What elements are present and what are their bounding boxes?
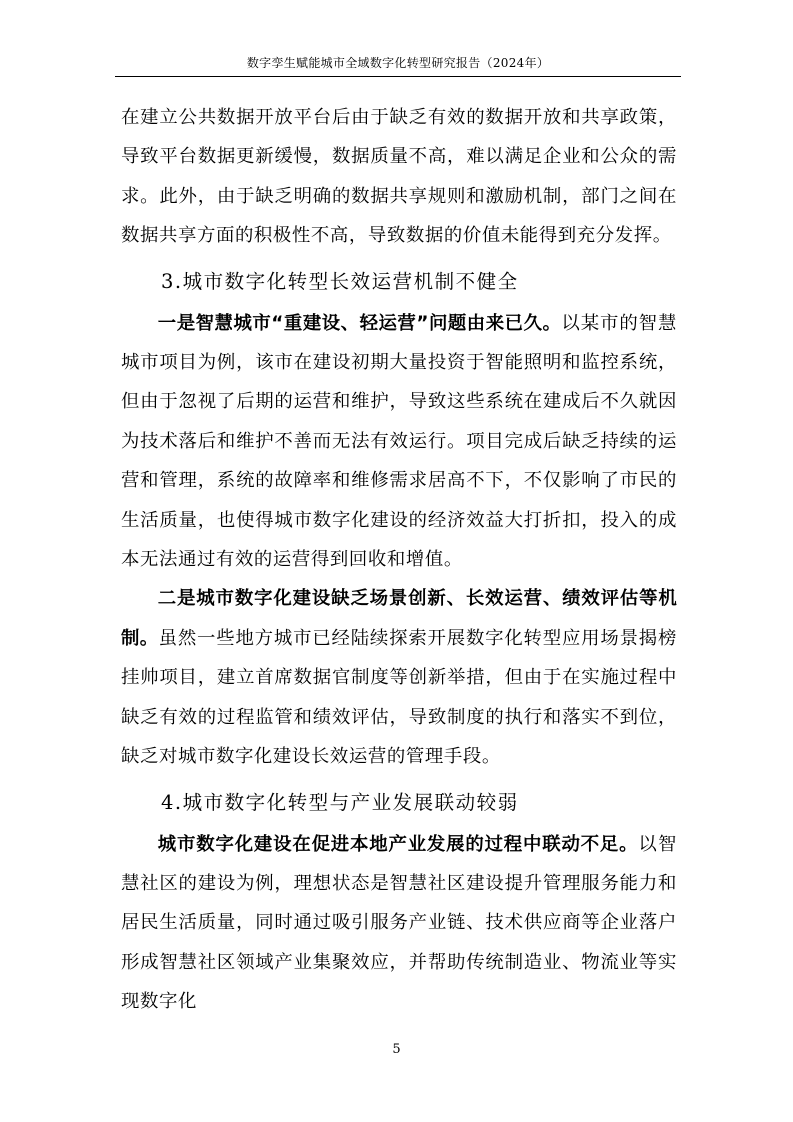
paragraph-continued: 在建立公共数据开放平台后由于缺乏有效的数据开放和共享政策，导致平台数据更新缓慢，数据质量不高，难以满足企业和公众的需求。此外，由于缺乏明确的数据共享规则和激励机制，部门之间在数据共享方面的积极性不高，导致数据的价值未能得到充分发挥。	[121, 107, 677, 247]
paragraph-text: 以某市的智慧城市项目为例，该市在建设初期大量投资于智能照明和监控系统，但由于忽视了后期的运营和维护，导致这些系统在建成后不久就因为技术落后和维护不善而无法有效运行。项目完成后缺乏持续的运营和管理，系统的故障率和维修需求居高不下，不仅影响了市民的生活质量，也使得城市数字化建设的经济效益大打折扣，投入的成本无法通过有效的运营得到回收和增值。	[121, 312, 677, 571]
paragraph-industry	[121, 825, 677, 1022]
paragraph-text: 虽然一些地方城市已经陆续探索开展数字化转型应用场景揭榜挂帅项目，建立首席数据官制度等创新举措，但由于在实施过程中缺乏有效的过程监管和绩效评估，导致制度的执行和落实不到位，缺乏对城市数字化建设长效运营的管理手段。	[121, 627, 678, 768]
page-body	[121, 98, 677, 1022]
running-header: 数字孪生赋能城市全域数字化转型研究报告（2024年）	[246, 56, 550, 70]
paragraph-mechanisms	[121, 579, 677, 776]
paragraph-lead-bold: 二是城市数字化建设缺乏场景创新、长效运营、绩效评估等机制。	[121, 588, 677, 649]
header-divider	[115, 76, 681, 77]
paragraph-lead-bold: 城市数字化建设在促进本地产业发展的过程中联动不足。	[157, 833, 639, 855]
page-number: 5	[392, 1042, 401, 1057]
paragraph-operations	[121, 304, 677, 580]
section-heading-3: 3.城市数字化转型长效运营机制不健全	[161, 269, 519, 293]
paragraph-text: 以智慧社区的建设为例，理想状态是智慧社区建设提升管理服务能力和居民生活质量，同时通过吸引服务产业链、技术供应商等企业落户形成智慧社区领域产业集聚效应，并帮助传统制造业、物流业等实现数字化	[121, 833, 677, 1013]
section-heading-4: 4.城市数字化转型与产业发展联动较弱	[161, 790, 519, 814]
paragraph-lead-bold: 一是智慧城市“重建设、轻运营”问题由来已久。	[157, 312, 562, 334]
